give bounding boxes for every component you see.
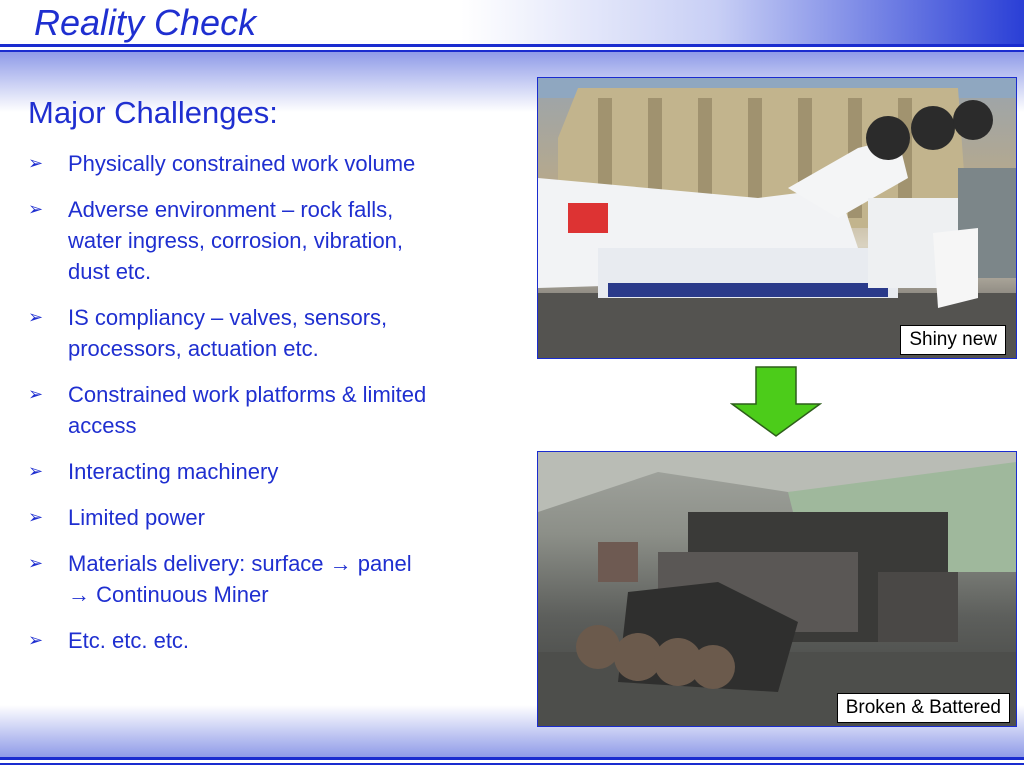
down-arrow-icon [730,366,822,438]
bullet-text: IS compliancy – valves, sensors, [68,305,388,330]
bullet-text: Limited power [68,505,205,530]
bullet-text: Constrained work platforms & limited [68,382,427,407]
arrow-bullet-icon: ➢ [28,553,44,573]
bottom-image-caption: Broken & Battered [837,693,1010,723]
bullet-text: Physically constrained work volume [68,151,416,176]
slide-title: Reality Check [34,2,257,43]
section-heading: Major Challenges: [28,95,278,130]
bullet-item [28,456,508,487]
damaged-miner-illustration [538,452,1016,726]
bullet-text: processors, actuation etc. [68,336,319,361]
new-miner-illustration [538,78,1016,358]
footer-rule [0,757,1024,760]
bullet-text: → Continuous Miner [68,582,269,607]
bullet-item [28,302,508,364]
bullet-item [28,379,508,441]
arrow-bullet-icon: ➢ [28,630,44,650]
bullet-item [28,194,508,287]
bullet-text: Etc. etc. etc. [68,628,190,653]
bullet-item [28,502,508,533]
bullet-text: water ingress, corrosion, vibration, [68,228,404,253]
arrow-bullet-icon: ➢ [28,307,44,327]
arrow-bullet-icon: ➢ [28,461,44,481]
arrow-bullet-icon: ➢ [28,507,44,527]
arrow-bullet-icon: ➢ [28,384,44,404]
bullet-item [28,148,508,179]
bullet-text: Adverse environment – rock falls, [68,197,394,222]
bullet-text: Materials delivery: surface → panel [68,551,412,576]
bullet-text: Interacting machinery [68,459,279,484]
bullet-list [28,148,508,671]
arrow-bullet-icon: ➢ [28,199,44,219]
footer-rule-thin [0,763,1024,765]
bullet-item [28,625,508,656]
top-image-caption: Shiny new [900,325,1006,355]
damaged-miner-photo [537,451,1017,727]
new-miner-photo [537,77,1017,359]
bullet-text: dust etc. [68,259,152,284]
bullet-text: access [68,413,137,438]
arrow-bullet-icon: ➢ [28,153,44,173]
bullet-item [28,548,508,610]
header-rule [0,44,1024,47]
